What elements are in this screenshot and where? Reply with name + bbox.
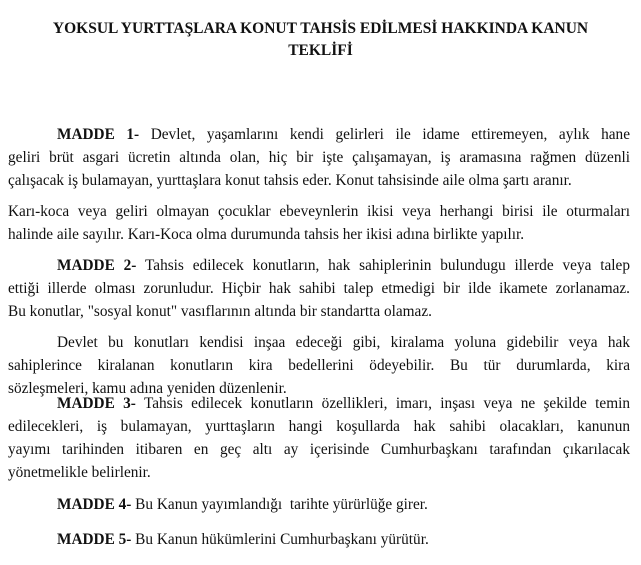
madde-5-line: [57, 531, 630, 549]
madde-1-text: Devlet, yaşamlarını kendi gelirleri ile idame ettiremeyen, aylık hane: [139, 126, 630, 143]
madde-5-text: Bu Kanun hükümlerini Cumhurbaşkanı yürütür.: [131, 531, 429, 548]
madde-1-line-2: geliri brüt asgari ücretin altında olan, hiç bir işte çalışamayan, iş aramasına rağmen düzenli: [8, 149, 630, 166]
madde-3-text: Tahsis edilecek konutların özellikleri, imarı, inşası veya ne şekilde temin: [135, 395, 630, 412]
madde-3-line-2: edilecekleri, iş bulamayan, yurttaşların hangi koşullarda hak sahibi olacakları, kanunun: [8, 418, 630, 435]
madde-2-para2-line-3: sözleşmeleri, kamu adına yeniden düzenlenir.: [8, 380, 287, 397]
madde-4-text: Bu Kanun yayımlandığı tarihte yürürlüğe girer.: [131, 496, 428, 513]
madde-2-line-2: ettiği illerde olması zorunludur. Hiçbir hak sahibi talep etmedigi bir ilde ikamete zorlanamaz.: [8, 280, 630, 297]
madde-1-line-3: çalışacak iş bulamayan, yurttaşlara konut tahsis eder. Konut tahsisinde aile olma şartı aranır.: [8, 172, 572, 189]
madde-5-label: MADDE 5-: [57, 531, 132, 548]
title-line-2: TEKLİFİ: [288, 42, 353, 59]
madde-4-label: MADDE 4-: [57, 496, 132, 513]
madde-4-line: [57, 496, 630, 514]
madde-2-text: Tahsis edilecek konutların, hak sahiplerinin bulundugu illerde veya talep: [136, 257, 630, 274]
madde-2-line-3: Bu konutlar, "sosyal konut" vasıflarının altında bir standartta olamaz.: [8, 303, 432, 320]
madde-3-line-3: yayımı tarihinden itibaren en geç altı ay içerisinde Cumhurbaşkanı tarafından çıkarılacak: [8, 441, 630, 458]
madde-3-line-4: yönetmelikle belirlenir.: [8, 464, 151, 481]
madde-1-para2-line-2: halinde aile sayılır. Karı-Koca olma durumunda tahsis her ikisi adına birlikte yapılır.: [8, 226, 525, 243]
madde-2-label: MADDE 2-: [57, 257, 137, 274]
madde-1-line-1: [57, 126, 630, 144]
madde-1-label: MADDE 1-: [57, 126, 140, 143]
madde-3-line-1: [57, 395, 630, 413]
madde-1-para2-line-1: Karı-koca veya geliri olmayan çocuklar ebeveynlerin ikisi veya herhangi birisi ile oturmaları: [8, 203, 630, 220]
title-line-1: YOKSUL YURTTAŞLARA KONUT TAHSİS EDİLMESİ HAKKINDA KANUN: [52, 20, 589, 37]
madde-2-para2-line-2: sahiplerince kiralanan konutların kira bedellerini ödeyebilir. Bu tür durumlarda, kira: [8, 357, 630, 374]
madde-2-para2-line-1: Devlet bu konutları kendisi inşaa edeceği gibi, kiralama yoluna gidebilir veya hak: [57, 334, 630, 351]
madde-3-label: MADDE 3-: [57, 395, 136, 412]
madde-2-line-1: [57, 257, 630, 275]
